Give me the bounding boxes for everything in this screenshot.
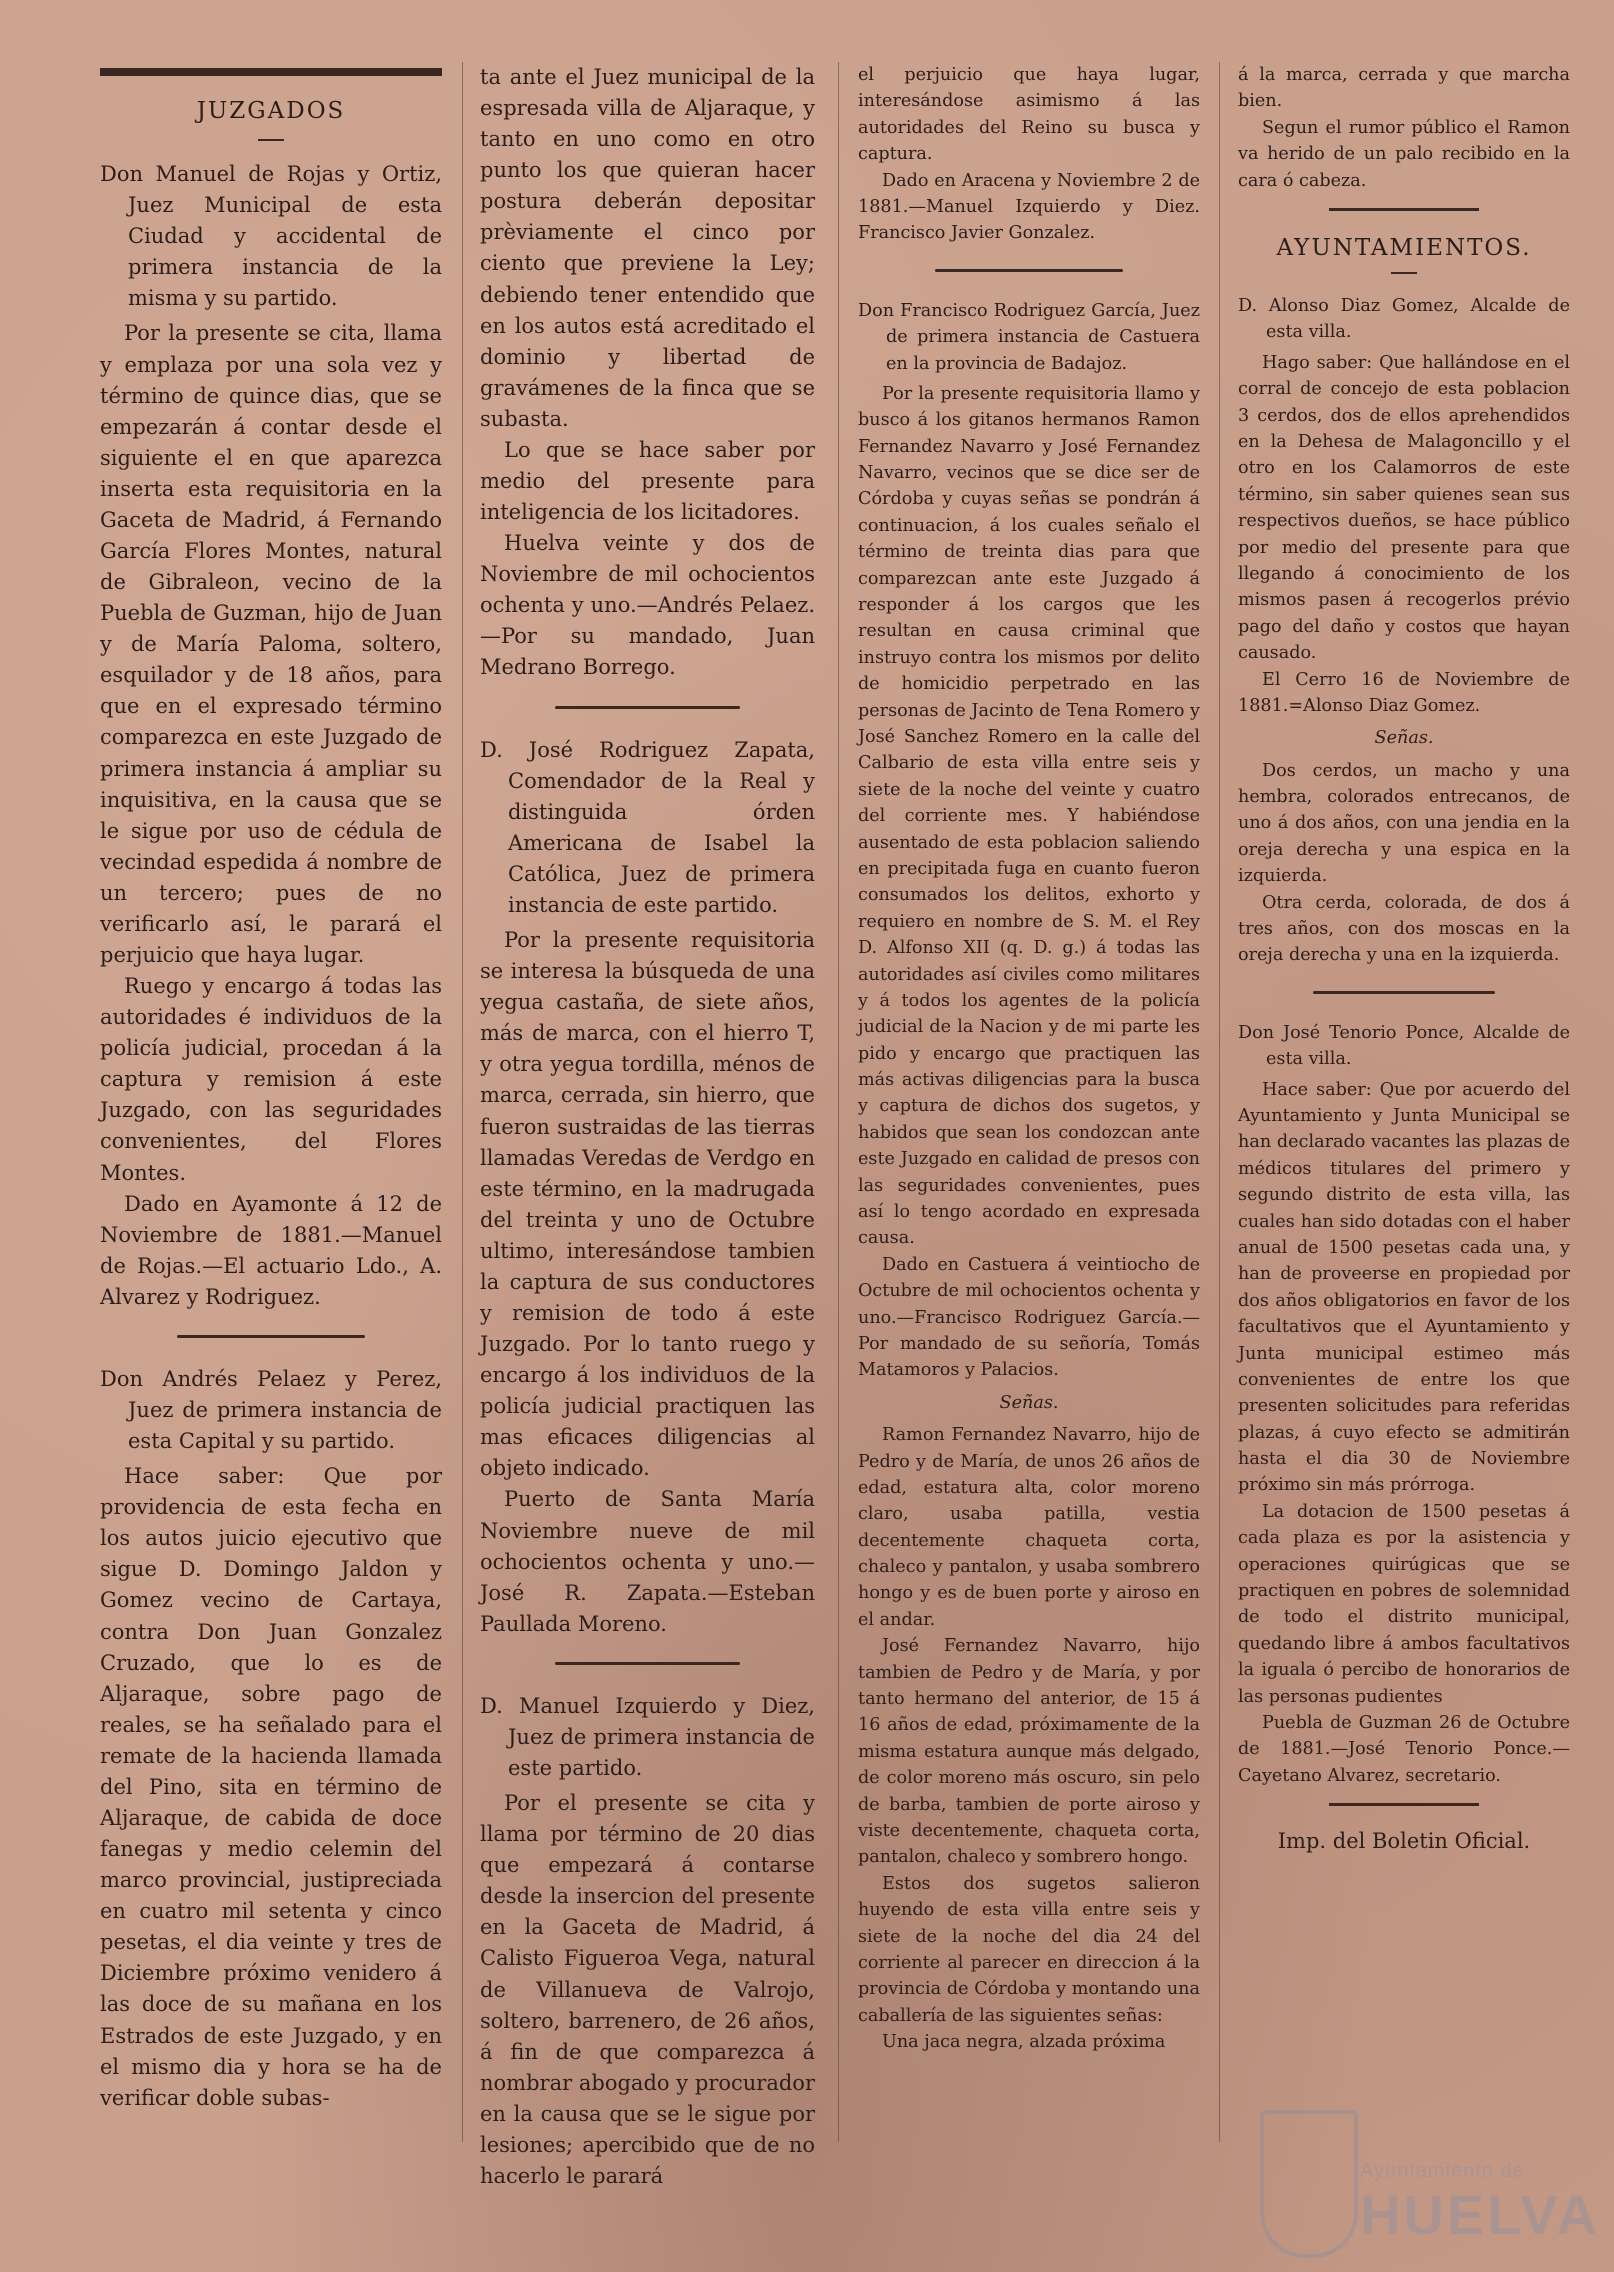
separator [935, 269, 1123, 272]
top-rule [100, 68, 442, 76]
edict-paragraph: Por el presente se cita y llama por término de 20 dias que empezará á contarse desde la insercion del presente en la Gaceta de Madrid, á Calisto Figueroa Vega, natural de Villanueva de Valrojo, soltero, barrenero, de 26 años, á fin de que comparezca á nombrar abogado y procurador en la causa que se le sigue por lesiones; apercibido que de no hacerlo le parará [480, 1791, 815, 2188]
description-paragraph: Ramon Fernandez Navarro, hijo de Pedro y de María, de unos 26 años de edad, estatura alta, color moreno claro, usaba patilla, vestia decentemente chaqueta corta, chaleco y pantalon, y usaba sombrero hongo y es de buen porte y airoso en el andar. [858, 1425, 1200, 1630]
edict-paragraph: Hago saber: Que hallándose en el corral de concejo de esta poblacion 3 cerdos, dos de ellos aprehendidos en la Dehesa de Malagoncillo y el otro en los Calamorros de este término, sin saber quienes sean sus respectivos dueños, se hace público por medio del presente para que llegando á conocimiento de los mismos pasen á recogerlos prévio pago del daño y costos que hayan causado. [1238, 352, 1570, 664]
edict-paragraph: Por la presente se cita, llama y emplaza por una sola vez y término de quince dias, que se empezarán á contar desde el siguiente el en que aparezca inserta esta requisitoria en la Gaceta de Madrid, á Fernando García Flores Montes, natural de Gibraleon, vecino de la Puebla de Guzman, hijo de Juan y de María Paloma, soltero, esquilador y de 18 años, para que en el expresado término comparezca en este Juzgado de primera instancia á ampliar su inquisitiva, en la causa que se le sigue por uso de cédula de vecindad espedida á nombre de un tercero; pues de no verificarlo así, le parará el perjuicio que haya lugar. [100, 321, 442, 967]
edict-header: D. José Rodriguez Zapata, Comendador de la Real y distinguida órden Americana de Isabel la Católica, Juez de primera instancia de este partido. [480, 737, 815, 917]
senas-heading: Señas. [999, 1392, 1059, 1413]
description-paragraph: José Fernandez Navarro, hijo tambien de Pedro y de María, y por tanto hermano del anterior, de 15 á 16 años de edad, próximamente de la misma estatura aunque más delgado, de color moreno más oscuro, sin pelo de barba, tambien de porte airoso y viste decentemente, chaqueta corta, pantalon, chaleco y sombrero hongo. [858, 1636, 1200, 1868]
section-heading-juzgados: JUZGADOS [196, 98, 346, 124]
column-2 [480, 62, 815, 2192]
separator [555, 1662, 739, 1665]
archive-watermark [1250, 2110, 1600, 2260]
edict-paragraph: Ruego y encargo á todas las autoridades é individuos de la policía judicial, procedan á la captura y remision á este Juzgado, con las seguridades convenientes, del Flores Montes. [100, 974, 442, 1185]
edict-signature: Dado en Aracena y Noviembre 2 de 1881.—Manuel Izquierdo y Diez. Francisco Javier Gonzalez. [858, 170, 1200, 244]
edict-paragraph: Hace saber: Que por acuerdo del Ayuntamiento y Junta Municipal se han declarado vacantes las plazas de médicos titulares del primero y segundo distrito de esta villa, las cuales han sido dotadas con el haber anual de 1500 pesetas cada una, y han de proveerse en propiedad por dos años obligatorios en favor de los facultativos que el Ayuntamiento y Junta municipal estimeo más convenientes de entre los que presenten solicitudes para referidas plazas, á cuyo efecto se admitirán hasta el dia 30 de Noviembre próximo sin más prórroga. [1238, 1079, 1570, 1496]
watermark-line-1: Ayuntamiento de [1360, 2160, 1525, 2182]
description-paragraph: Una jaca negra, alzada próxima [882, 2032, 1166, 2053]
description-paragraph: Segun el rumor público el Ramon va herido de un palo recibido en la cara ó cabeza. [1238, 117, 1570, 191]
description-paragraph: Otra cerda, colorada, de dos á tres años, con dos moscas en la oreja derecha y una en la izquierda. [1238, 892, 1570, 966]
imprint: Imp. del Boletin Oficial. [1277, 1829, 1531, 1854]
description-paragraph: á la marca, cerrada y que marcha bien. [1238, 65, 1570, 112]
column-divider [838, 62, 839, 2142]
edict-paragraph: Hace saber: Que por providencia de esta fecha en los autos juicio ejecutivo que sigue D. Domingo Jaldon y Gomez vecino de Cartaya, contra Don Juan Gonzalez Cruzado, que lo es de Aljaraque, sobre pago de reales, se ha señalado para el remate de la hacienda llamada del Pino, sita en término de Aljaraque, de cabida de doce fanegas y medio celemin del marco provincial, justipreciada en cuatro mil setenta y cinco pesetas, el dia veinte y tres de Diciembre próximo venidero á las doce de su mañana en los Estrados de este Juzgado, y en el mismo dia y hora se ha de verificar doble subas- [100, 1464, 442, 2110]
description-paragraph: Estos dos sugetos salieron huyendo de esta villa entre seis y siete de la noche del dia 24 del corriente al parecer en direccion á la provincia de Córdoba y montando una caballería de las siguientes señas: [858, 1873, 1200, 2026]
shield-icon [1260, 2110, 1358, 2258]
edict-paragraph: ta ante el Juez municipal de la espresada villa de Aljaraque, y tanto en uno como en otro punto los que quieran hacer postura deberán depositar prèviamente el cinco por ciento que previene la Ley; debiendo tener entendido que en los autos está acreditado el dominio y libertad de gravámenes de la finca que se subasta. [480, 65, 815, 431]
edict-signature: Huelva veinte y dos de Noviembre de mil ochocientos ochenta y uno.—Andrés Pelaez.—Por su mandado, Juan Medrano Borrego. [480, 531, 815, 680]
edict-signature: El Cerro 16 de Noviembre de 1881.=Alonso Diaz Gomez. [1238, 669, 1570, 716]
edict-header: Don Manuel de Rojas y Ortiz, Juez Municipal de esta Ciudad y accidental de primera instancia de la misma y su partido. [100, 162, 442, 311]
column-4 [1238, 62, 1570, 1858]
column-3 [858, 62, 1200, 2056]
column-divider [1219, 62, 1220, 2142]
section-heading-ayuntamientos: AYUNTAMIENTOS. [1276, 234, 1532, 261]
separator [555, 706, 739, 709]
edict-signature: Puebla de Guzman 26 de Octubre de 1881.—José Tenorio Ponce.—Cayetano Alvarez, secretario. [1238, 1712, 1570, 1786]
separator [1313, 991, 1496, 994]
heading-dash [1238, 265, 1570, 283]
watermark-line-2: HUELVA [1360, 2183, 1600, 2246]
description-paragraph: Dos cerdos, un macho y una hembra, colorados entrecanos, de uno á dos años, con una jendia en la oreja derecha y una espica en la izquierda. [1238, 760, 1570, 887]
edict-signature: Dado en Ayamonte á 12 de Noviembre de 1881.—Manuel de Rojas.—El actuario Ldo., A. Alvarez y Rodriguez. [100, 1191, 442, 1309]
separator [177, 1335, 365, 1338]
edict-signature: Puerto de Santa María Noviembre nueve de mil ochocientos ochenta y uno.—José R. Zapata.—Esteban Paullada Moreno. [480, 1487, 815, 1636]
edict-paragraph: La dotacion de 1500 pesetas á cada plaza es por la asistencia y operaciones quirúgicas que se practiquen en pobres de solemnidad de todo el distrito municipal, quedando libre á ambos facultativos la iguala ó percibo de honorarios de las personas pudientes [1238, 1501, 1570, 1707]
edict-header: Don Francisco Rodriguez García, Juez de primera instancia de Castuera en la provincia de Badajoz. [858, 300, 1200, 374]
column-1 [100, 62, 442, 2114]
separator [1329, 208, 1478, 211]
edict-signature: Dado en Castuera á veintiocho de Octubre de mil ochocientos ochenta y uno.—Francisco Rodriguez García.—Por mandado de su señoría, Tomás Matamoros y Palacios. [858, 1254, 1200, 1381]
edict-header: Don Andrés Pelaez y Perez, Juez de primera instancia de esta Capital y su partido. [100, 1366, 442, 1454]
heading-dash [100, 128, 442, 149]
edict-paragraph: el perjuicio que haya lugar, interesándose asimismo á las autoridades del Reino su busca y captura. [858, 65, 1200, 165]
column-divider [462, 62, 463, 2142]
edict-paragraph: Por la presente requisitoria llamo y busco á los gitanos hermanos Ramon Fernandez Navarro y José Fernandez Navarro, vecinos que se dice ser de Córdoba y cuyas señas se pondrán á continuacion, á los cuales señalo el término de treinta dias para que comparezcan ante este Juzgado á responder á los cargos que les resultan en causa criminal que instruyo contra los mismos por delito de homicidio perpetrado en las personas de Jacinto de Tena Romero y José Sanchez Romero en la calle del Calbario de esta villa entre seis y siete de la noche del veinte y cuatro del corriente mes. Y habiéndose ausentado de esta poblacion saliendo en precipitada fuga en cuanto fueron consumados los delitos, exhorto y requiero en nombre de S. M. el Rey D. Alfonso XII (q. D. g.) á todas las autoridades así civiles como militares y á todos los agentes de la policía judicial de la Nacion y de mi parte les pido y encargo que practiquen las más activas diligencias para la busca y captura de dichos dos sugetos, y habidos que sean los condozcan ante este Juzgado en calidad de presos con las seguridades convenientes, pues así lo tengo acordado en expresada causa. [858, 383, 1200, 1249]
edict-header: D. Alonso Diaz Gomez, Alcalde de esta villa. [1238, 296, 1570, 343]
edict-header: Don José Tenorio Ponce, Alcalde de esta villa. [1238, 1022, 1570, 1070]
edict-header: D. Manuel Izquierdo y Diez, Juez de primera instancia de este partido. [480, 1693, 815, 1780]
separator [1329, 1803, 1478, 1806]
edict-paragraph: Lo que se hace saber por medio del presente para inteligencia de los licitadores. [480, 437, 815, 525]
edict-paragraph: Por la presente requisitoria se interesa la búsqueda de una yegua castaña, de siete años, más de marca, con el hierro T, y otra yegua tordilla, ménos de marca, cerrada, sin hierro, que fueron sustraidas de las tierras llamadas Veredas de Verdgo en este término, en la madrugada del treinta y uno de Octubre ultimo, interesándose tambien la captura de sus conductores y remision de todo á este Juzgado. Por lo tanto ruego y encargo á los individuos de la policía judicial practiquen las mas eficaces diligencias al objeto indicado. [480, 928, 815, 1481]
senas-heading: Señas. [1374, 728, 1434, 749]
